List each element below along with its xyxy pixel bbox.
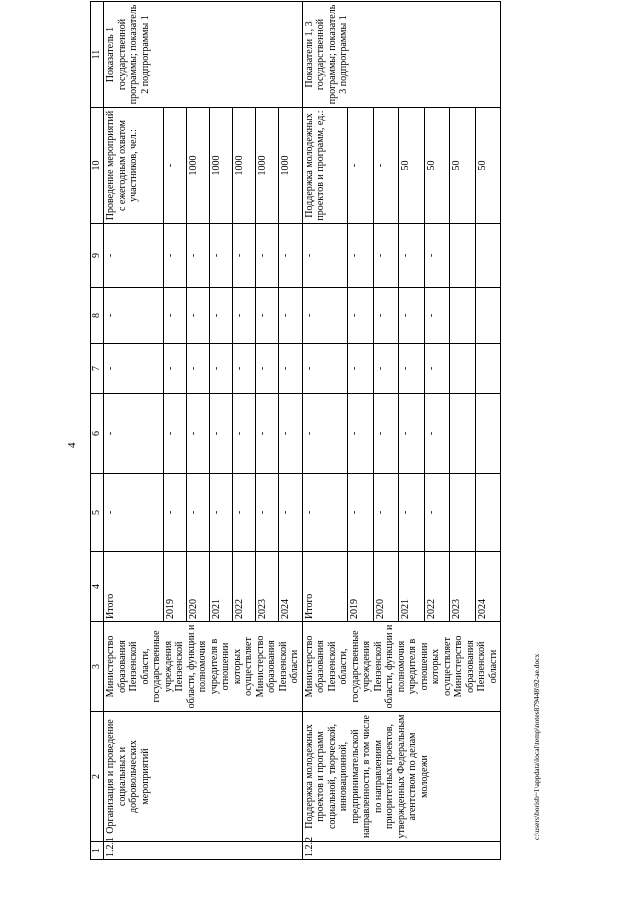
year-cell: 2020	[373, 552, 398, 622]
finance-cell: -	[348, 344, 373, 394]
finance-cell: -	[256, 224, 279, 288]
page-number: 4	[66, 442, 78, 448]
finance-cell: -	[186, 224, 209, 288]
finance-cell: -	[399, 474, 424, 552]
year-cell: 2021	[210, 552, 233, 622]
indicator-value: 50	[424, 108, 449, 224]
finance-cell	[450, 394, 475, 474]
finance-cell: -	[104, 394, 164, 474]
indicator-value: 50	[450, 108, 475, 224]
finance-cell: -	[279, 224, 302, 288]
finance-cell: -	[256, 344, 279, 394]
finance-cell: -	[210, 344, 233, 394]
measure-name: Организация и проведение социальных и добровольческих мероприятий	[104, 712, 303, 842]
column-number: 8	[91, 288, 104, 344]
finance-cell: -	[279, 344, 302, 394]
measure-number: 1.2.2	[302, 842, 501, 860]
finance-cell	[475, 224, 500, 288]
finance-cell: -	[104, 288, 164, 344]
finance-cell: -	[163, 344, 186, 394]
measure-name: Поддержка молодежных проектов и программ социальной, творческой, инновационной, предпринимательской направленности, в том числе по направлениям приоритетных проектов, утвержденных Федеральным агентством по делам молодежи	[302, 712, 501, 842]
finance-cell: -	[302, 344, 348, 394]
table-row	[104, 2, 164, 860]
column-number: 6	[91, 394, 104, 474]
finance-cell: -	[163, 394, 186, 474]
indicator-value: 1000	[279, 108, 302, 224]
column-number: 10	[91, 108, 104, 224]
column-number: 2	[91, 712, 104, 842]
finance-cell: -	[210, 224, 233, 288]
year-cell: 2019	[348, 552, 373, 622]
year-cell: 2023	[256, 552, 279, 622]
finance-cell: -	[348, 474, 373, 552]
finance-cell: -	[399, 394, 424, 474]
finance-cell: -	[279, 474, 302, 552]
year-cell: 2022	[424, 552, 449, 622]
finance-cell	[450, 474, 475, 552]
finance-cell: -	[233, 288, 256, 344]
finance-cell: -	[104, 224, 164, 288]
indicator-name: Поддержка молодежных проектов и программ, ед.:	[302, 108, 348, 224]
finance-cell: -	[233, 224, 256, 288]
program-table	[90, 1, 501, 860]
year-cell: 2024	[475, 552, 500, 622]
column-number: 11	[91, 2, 104, 108]
finance-cell: -	[373, 394, 398, 474]
year-cell: 2022	[233, 552, 256, 622]
finance-cell: -	[186, 474, 209, 552]
finance-cell: -	[186, 344, 209, 394]
column-number: 5	[91, 474, 104, 552]
year-cell: Итого	[104, 552, 164, 622]
finance-cell: -	[424, 288, 449, 344]
column-number: 3	[91, 622, 104, 712]
indicator-value: 50	[475, 108, 500, 224]
header-row	[91, 2, 104, 860]
finance-cell: -	[424, 224, 449, 288]
year-cell: 2023	[450, 552, 475, 622]
finance-cell: -	[302, 224, 348, 288]
year-cell: Итого	[302, 552, 348, 622]
finance-cell: -	[163, 224, 186, 288]
finance-cell: -	[373, 224, 398, 288]
finance-cell: -	[104, 344, 164, 394]
finance-cell: -	[399, 224, 424, 288]
column-number: 1	[91, 842, 104, 860]
finance-cell: -	[163, 288, 186, 344]
finance-cell	[450, 288, 475, 344]
finance-cell: -	[256, 288, 279, 344]
finance-cell: -	[210, 394, 233, 474]
finance-cell: -	[186, 394, 209, 474]
year-cell: 2019	[163, 552, 186, 622]
table-row	[302, 2, 348, 860]
finance-cell: -	[233, 474, 256, 552]
finance-cell: -	[424, 474, 449, 552]
column-number: 4	[91, 552, 104, 622]
finance-cell: -	[186, 288, 209, 344]
finance-cell: -	[348, 394, 373, 474]
executor: Министерство образования Пензенской области, государственные учреждения Пензенской области, функции и полномочия учредителя в отношении которых осуществляет Министерство образования Пензенской области	[104, 622, 303, 712]
finance-cell: -	[302, 394, 348, 474]
year-cell: 2021	[399, 552, 424, 622]
finance-cell: -	[256, 394, 279, 474]
finance-cell: -	[104, 474, 164, 552]
finance-cell: -	[373, 474, 398, 552]
finance-cell	[475, 474, 500, 552]
finance-cell: -	[348, 224, 373, 288]
indicator-value: 1000	[256, 108, 279, 224]
indicator-name: Проведение мероприятий с ежегодным охватом участников, чел.:	[104, 108, 164, 224]
finance-cell: -	[399, 288, 424, 344]
finance-cell: -	[210, 288, 233, 344]
finance-cell: -	[256, 474, 279, 552]
year-cell: 2020	[186, 552, 209, 622]
footer-path: c:\users\borisb~1\appdata\local\temp\notes879448\92-ae.docx	[532, 653, 541, 840]
column-number: 9	[91, 224, 104, 288]
finance-cell: -	[348, 288, 373, 344]
indicator-value: 1000	[233, 108, 256, 224]
finance-cell	[450, 344, 475, 394]
finance-cell: -	[233, 344, 256, 394]
finance-cell: -	[233, 394, 256, 474]
finance-cell: -	[302, 288, 348, 344]
executor: Министерство образования Пензенской области, государственные учреждения Пензенской области, функции и полномочия учредителя в отношении которых осуществляет Министерство образования Пензенской области	[302, 622, 501, 712]
indicator-value: 50	[399, 108, 424, 224]
finance-cell: -	[163, 474, 186, 552]
measure-number: 1.2.1	[104, 842, 303, 860]
finance-cell	[475, 394, 500, 474]
finance-cell: -	[424, 344, 449, 394]
indicator-value: -	[163, 108, 186, 224]
indicator-link: Показатель 1 государственной программы; показатель 2 подпрограммы 1	[104, 2, 303, 108]
indicator-value: -	[348, 108, 373, 224]
finance-cell	[450, 224, 475, 288]
finance-cell: -	[210, 474, 233, 552]
year-cell: 2024	[279, 552, 302, 622]
finance-cell: -	[424, 394, 449, 474]
finance-cell	[475, 344, 500, 394]
document-page	[60, 2, 552, 880]
finance-cell: -	[279, 288, 302, 344]
column-number: 7	[91, 344, 104, 394]
finance-cell: -	[373, 288, 398, 344]
indicator-value: 1000	[210, 108, 233, 224]
indicator-value: -	[373, 108, 398, 224]
indicator-link: Показатели 1, 3 государственной программы; показатель 3 подпрограммы 1	[302, 2, 501, 108]
finance-cell: -	[279, 394, 302, 474]
finance-cell	[475, 288, 500, 344]
indicator-value: 1000	[186, 108, 209, 224]
finance-cell: -	[373, 344, 398, 394]
finance-cell: -	[399, 344, 424, 394]
finance-cell: -	[302, 474, 348, 552]
